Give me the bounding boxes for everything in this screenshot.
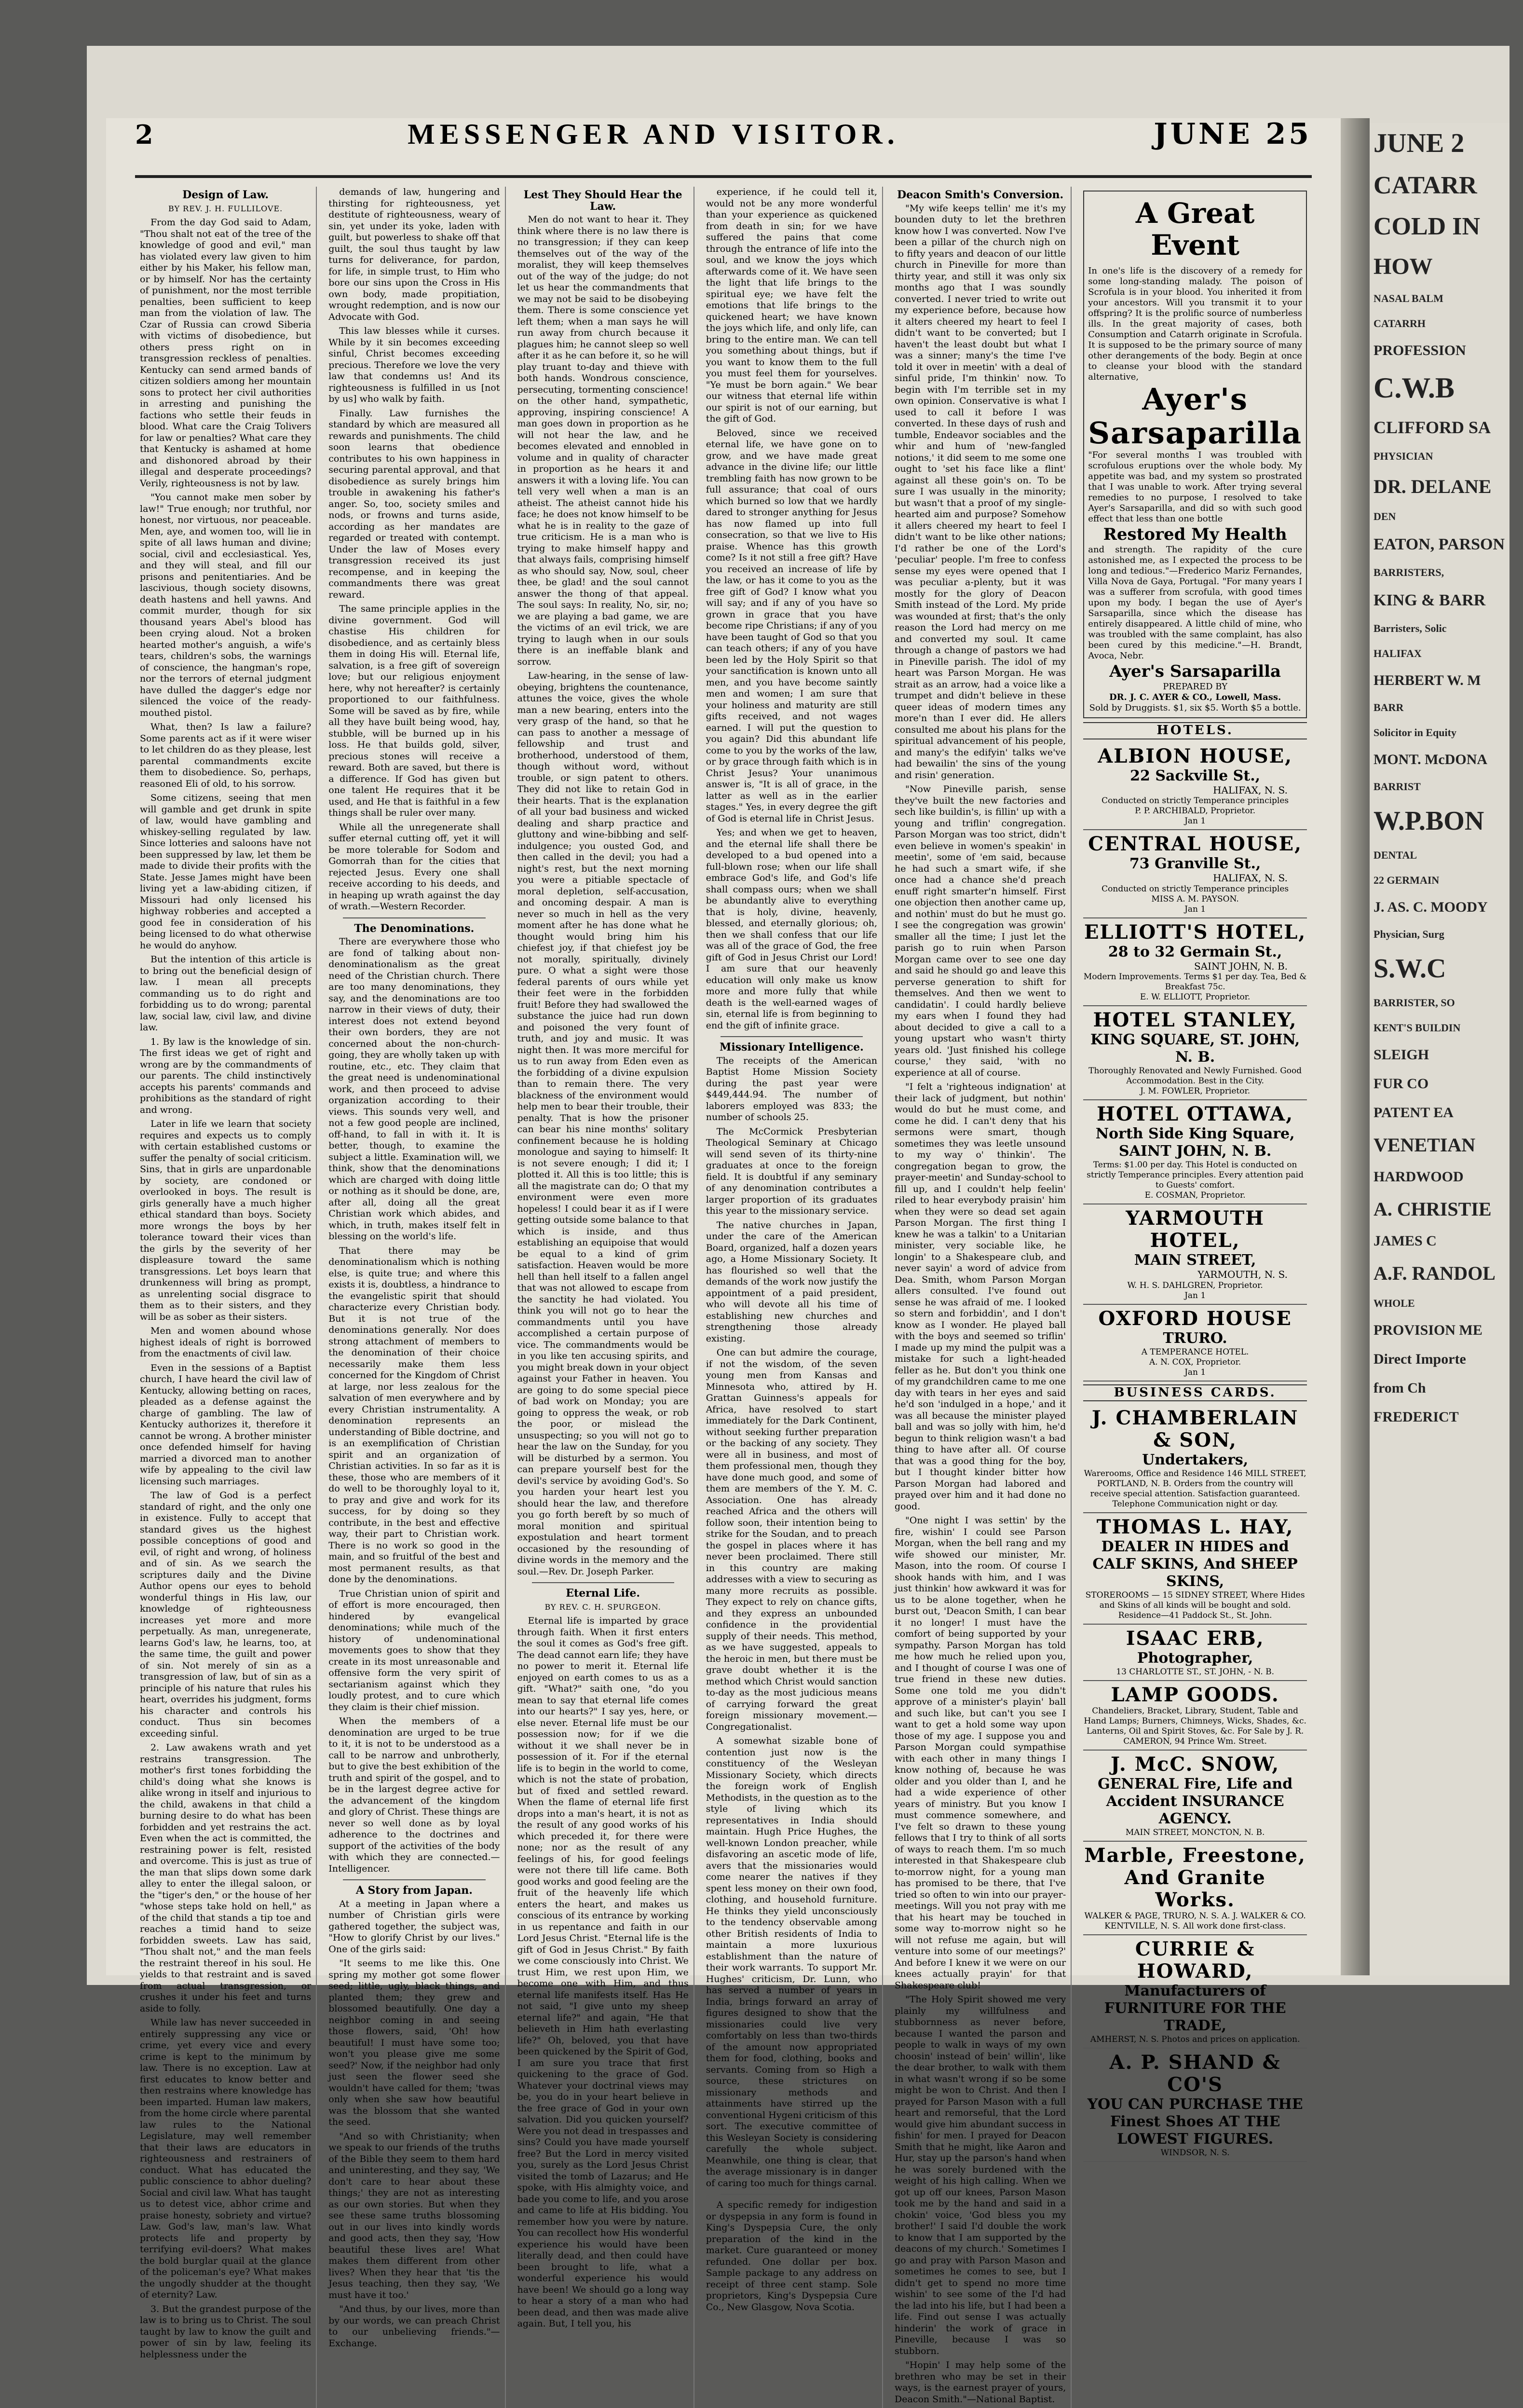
article-body: [895, 203, 1066, 2406]
hotel-date-code: Jan 1: [1184, 816, 1206, 826]
adjacent-page-text: DEN: [1373, 510, 1396, 522]
column-2: [324, 187, 505, 2408]
hotel-town: HALIFAX, N. S.: [1213, 784, 1288, 796]
adjacent-page-text: FUR CO: [1373, 1076, 1429, 1092]
business-name: Marble, Freestone, And Granite Works.: [1084, 1844, 1306, 1911]
hotel-street: KING SQUARE, ST. JOHN, N. B.: [1090, 1031, 1300, 1066]
adjacent-page-text: Physician, Surg: [1373, 928, 1444, 940]
hotel-proprietor: E. COSMAN, Proprietor.: [1144, 1190, 1246, 1200]
column-4: [701, 187, 883, 2408]
paragraph: While law has never succeeded in entirely suppressing any vice or crime, yet every vice and every crime is kept to the minimum by law. There is no exception. Law at first educates to know better and then restrains where knowledge has been imparted. Human law makers, from the home circle where parental law rules to the National Legislature, may well remember that their laws are educators in righteousness and restrainers of conduct. What has educated the public conscience to abhor dueling? Social and civil law. What has taught us to detest vice, abhor crime and praise honesty, sobriety and virtue? Law. God's law, man's law. What protects life and property by terrifying evil-doers? What makes the bold burglar quail at the glance of the policeman's eye? What makes the ungodly shudder at the thought of eternity? Law.: [140, 2017, 312, 2300]
paragraph: Even in the sessions of a Baptist church, I have heard the civil law of Kentucky, allowing betting on races, pleaded as a defense against the charge of gambling. The law of Kentucky authorizes it, therefore it cannot be wrong. A brother minister once defended himself for having married a divorced man to another wife by appealing to the civil law licensing such marriages.: [140, 1362, 312, 1487]
paragraph: Some citizens, seeing that men will gamble and get drunk in spite of law, would have gambling and whiskey-selling regulated by law. Since lotteries and saloons have not been suppressed by law, let them be made to divide their profits with the State. Jesse James might have been living yet a law-abiding citizen, if Missouri had only licensed his highway robberies and accepted a good fee in consideration of his being licensed to do what otherwise he would do anyhow.: [140, 793, 312, 951]
paragraph: "My wife keeps tellin' me it's my bounden duty to let the brethren know how I was converted. Now I've been a pillar of the church nigh on to fifty years and deacon of our little church in Pineville for more than thirty year, and still it was only six months ago that I was soundly converted. I never tried to write out my experience before, because how it alters cheered my heart to feel I didn't want to be converted; but I haven't the least doubt but what I was a sinner; many's the time I've told it over in meetin' with a deal of sinful pride, I'm thinkin' now. To begin with I'm terrible set in my own opinion. Conservative is what I used to call it before I was converted. In these days of rush and tumble, Endeavor sociables and the whir and hum of 'new-fangled notions,' it did seem to me some one ought to 'set his face like a flint' against all these goin's on. To be sure I was usually in the minority; but wasn't that a proof of my single-hearted aim and purpose? Somehow it allers cheered my heart to feel I didn't want to be like other nations; I'd rather be one of the Lord's 'peculiar' people. I'm free to confess sense my eyes were opened that I was peculiar a-plenty, but it was mostly for the glory of Deacon Smith instead of the Lord. My pride was wounded at first; that's the only reason the Lord had mercy on me and converted my soul. It came through a change of pastors we had in Pineville parish. The idol of my heart was Parson Morgan. He was strait as an arrow, had a voice like a trumpet and didn't believe in these queer ideas of modern times any more'n than I ever did. He allers consulted me about his plans for the spiritual advancement of his people, and many's the edifyin' talks we've had bewailin' the sins of the young and risin' generation.: [895, 203, 1066, 780]
hotel-listings: [1083, 742, 1307, 1382]
paragraph: That there may be denominationalism which is nothing else, is quite true; and where this exists it is, doubtless, a hindrance to the evangelistic spirit that should characterize every Christian body. But it is not true of the denominations generally. Nor does strong attachment of members to the denomination of their choice necessarily make them less concerned for the Kingdom of Christ at large, nor less zealous for the salvation of men everywhere and by every Christian instrumentality. A denomination represents an understanding of Bible doctrine, and is an exemplification of Christian spirit and an organization of Christian activities. In so far as it is these, those who are members of it do well to be thoroughly loyal to it, to pray and give and work for its success, for by doing so they contribute, in the best and effective way, their part to Christian work. There is no work so good in the main, and so fruitful of the best and most permanent results, as that done by the denominations.: [328, 1245, 500, 1585]
adjacent-page-text: PHYSICIAN: [1373, 450, 1433, 462]
hotel-street: TRURO.: [1163, 1329, 1227, 1347]
paragraph: There are everywhere those who are fond of talking about non-denominationalism as the great need of the Christian church. There are too many denominations, they say, and the denominations are too narrow in their views of duty, their interest does not extend beyond their own borders, they are not concerned about the non-church-going, they are wholly taken up with routine, etc., etc. They claim that the great need is undenominational work, and then proceed to advise organization according to their views. This sounds very well, and not a few good people are inclined, off-hand, to fall in with it. It is better, though, to examine the subject a little. Examination will, we think, show that the denominations which are charged with doing little or nothing as it should be done, are, after all, doing all the great Christian work which abides, and which, in truth, makes itself felt in blessing on the world's life.: [328, 936, 500, 1242]
hotel-note: Thoroughly Renovated and Newly Furnished. Good Accommodation. Best in the City.: [1088, 1066, 1302, 1086]
business-card: [1083, 1625, 1307, 1681]
adjacent-page-text: CATARRH: [1373, 317, 1426, 329]
paragraph: The native churches in Japan, under the care of the American Board, organized, half a dozen years ago, a Home Missionary Society. It has flourished so well that the demands of the work now justify the appointment of a paid president, who will devote all his time of establishing new churches and strengthening those already existing.: [706, 1219, 878, 1344]
business-card: [1083, 1935, 1307, 2049]
paragraph: 3. But the grandest purpose of the law is to bring us to Christ. The soul taught by law to know the guilt and power of sin by law, feeling its helplessness under the: [140, 2303, 312, 2360]
article-body: [140, 217, 311, 2360]
hotel-town: HALIFAX, N. S.: [1213, 872, 1288, 884]
business-details: 13 CHARLOTTE ST., ST. JOHN, - N. B.: [1116, 1667, 1275, 1677]
adjacent-page-text: S.W.C: [1373, 954, 1446, 984]
divider: [343, 917, 485, 918]
business-name: J. CHAMBERLAIN & SON,: [1091, 1407, 1299, 1451]
adjacent-page-text: JUNE 2: [1373, 128, 1465, 158]
business-details: WINDSOR, N. S.: [1160, 2148, 1230, 2158]
adjacent-page-text: WHOLE: [1373, 1297, 1415, 1309]
article-title-design-of-law: Design of Law.: [182, 189, 269, 201]
ad-product-name: Ayer's Sarsaparilla: [1088, 382, 1302, 451]
issue-date: JUNE 25: [1154, 117, 1312, 151]
business-subtitle: YOU CAN PURCHASE THE Finest Shoes AT THE LOWEST FIGURES.: [1087, 2096, 1303, 2148]
business-name: CURRIE & HOWARD,: [1135, 1938, 1255, 1983]
adjacent-page-text: J. AS. C. MOODY: [1373, 899, 1488, 915]
article-body: [328, 1899, 500, 2350]
paragraph: When the members of a denomination are urged to be true to it, it is not to be understood as a call to be narrow and unbrotherly, but to give the best exhibition of the truth and spirit of the gospel, and to be in the largest degree active for the advancement of the kingdom and glory of Christ. These things are never so well done as by loyal adherence to the doctrines and support of the activities of the body with which they are connected.—Intelligencer.: [328, 1716, 500, 1874]
article-title-story-from-japan: A Story from Japan.: [355, 1884, 473, 1897]
business-subtitle: Manufacturers of FURNITURE FOR THE TRADE,: [1104, 1983, 1286, 2034]
adjacent-page-text: KING & BARR: [1373, 591, 1486, 609]
paragraph: What, then? Is law a failure? Some parents act as if it were wiser to let children do as they please, lest parental commandments excite them to disobedience. So, perhaps, reasoned Eli of old, to his sorrow.: [140, 722, 312, 789]
adjacent-page-text: DR. DELANE: [1373, 476, 1492, 497]
adjacent-page-text: KENT'S BUILDIN: [1373, 1022, 1461, 1034]
business-details: MAIN STREET, MONCTON, N. B.: [1125, 1828, 1265, 1837]
divider: [532, 1582, 674, 1583]
hotel-date-code: Jan 1: [1184, 1367, 1206, 1377]
hotel-street: 73 Granville St.,: [1129, 855, 1261, 872]
ad-prepared: PREPARED BY: [1163, 682, 1228, 692]
business-details: STOREROOMS — 15 SIDNEY STREET, Where Hides and Skins of all kinds will be bought and sold. Residence—41 Paddock St., St. John.: [1085, 1590, 1305, 1620]
paragraph: demands of law, hungering and thirsting for righteousness, yet destitute of righteousness, weary of sin, yet under its yoke, laden with guilt, but powerless to shake off that guilt, the soul thus taught by law turns for deliverance, for pardon, for life, in simple trust, to Him who bore our sins upon the Cross in His own body, made propitiation, wrought redemption, and is now our Advocate with God.: [328, 187, 500, 322]
adjacent-page-text: Barristers, Solic: [1373, 622, 1447, 634]
adjacent-page-text: HERBERT W. M: [1373, 672, 1481, 688]
business-subtitle: Photographer,: [1137, 1650, 1253, 1667]
divider: [343, 1879, 485, 1880]
hotel-street: MAIN STREET,: [1134, 1252, 1256, 1269]
adjacent-page-text: BARR: [1373, 701, 1404, 713]
paragraph: The law of God is a perfect standard of right, and the only one in existence. Fully to accept that standard gives us the highest possible conceptions of good and evil, of right and wrong, of holiness and of sin. As we search the scriptures daily and the Divine Author opens our eyes to behold wonderful things in His law, our knowledge of righteousness increases yet more and more perpetually. As man, unregenerate, learns God's law, he learns, too, at the same time, the guilt and power of sin. Not merely of sin as a transgression of law, but of sin as a principle of his nature that rules his heart, overrides his judgment, forms his character and controls his conduct. Thus sin becomes exceeding sinful.: [140, 1490, 312, 1739]
paragraph: experience, if he could tell it, would not be any more wonderful than your experience as quickened from death in sin; for we have suffered the pains that come through the entrance of life into the soul, and we know the joys which afterwards come of it. We have seen the light that life brings to the spiritual eye; we have felt the emotions that life brings to the quickened heart; we have known the joys which life, and only life, can bring to the entire man. We can tell you something about things, but if you want to know them to the full you must feel them for yourselves. "Ye must be born again." We bear our witness that eternal life within our spirit is not of our earning, but the gift of God.: [706, 187, 878, 424]
header-rule: [135, 175, 1312, 178]
paragraph: Eternal life is imparted by grace through faith. When it first enters the soul it comes as God's free gift. The dead cannot earn life; they have no power to merit it. Eternal life enjoyed on earth comes to us as a gift. "What?" saith one, "do you mean to say that eternal life comes into our hearts?" I say yes, here, or else never. Eternal life must be our possession now; for if we die without it we shall never be in possession of it. For if the eternal life is to begin in the world to come, which is not the state of probation, but of fixed and settled reward. When the flame of eternal life first drops into a man's heart, it is not as the result of any good works of his which preceded it, for there were none; nor as the result of any feelings of his, for good feelings were not there till life came. Both good works and good feeling are the fruit of the heavenly life which enters the heart, and makes us conscious of its entrance by working in us repentance and faith in our Lord Jesus Christ. "Eternal life is the gift of God in Jesus Christ." By faith we come consciously into Christ. We trust Him, we rest upon Him, we become one with Him, and thus eternal life manifests itself. Has He not said, "I give unto my sheep eternal life?" and again, "He that believeth in Him hath everlasting life?" Oh, beloved, you that have been quickened by the Spirit of God, I am sure you trace that first quickening to the grace of God. Whatever your doctrinal views may be, you do in your heart believe in the free grace of God in your own salvation. Did you quicken yourself? Were you not dead in trespasses and sins? Could you have made yourself free? But the Lord in mercy visited you, surely as the Lord Jesus Christ visited the tomb of Lazarus; and He spoke, with His almighty voice, and bade you come to life, and you arose and came to life at His bidding. You remember how you were by nature. You can recollect how His wonderful experience his would have been literally dead, and then could have been brought to life, what a wonderful experience his would have been! We should go a long way to hear a story of a man who had been dead, and then was made alive again. But, I tell you, his: [517, 1615, 689, 2329]
paragraph: "You cannot make men sober by law!" True enough; nor truthful, nor honest, nor virtuous, nor peaceable. Men, aye, and women too, will lie in spite of all laws human and divine; social, civil and ecclesiastical. Yes, and they will steal, and fill our prisons and penitentiaries. And be lascivious, though society disowns, death hastens and hell yawns. And commit murder, though for six thousand years Abel's blood has been crying aloud. Not a broken hearted mother's anguish, a wife's tears, children's sobs, the warnings of conscience, the hangman's rope, nor the terrors of eternal judgment have dulled the dagger's edge nor silenced the voice of the ready-mouthed pistol.: [140, 492, 312, 718]
divider: [721, 2194, 863, 2195]
paragraph: Yes; and when we get to heaven, and the eternal life shall there be developed to a bud opened into a full-blown rose; when our life shall embrace God's life, and God's life shall compass ours; when we shall be abundantly alive to everything that is holy, divine, heavenly, blessed, and eternally glorious; oh, then we shall confess that our life was all of the grace of God, the free gift of God in Jesus Christ our Lord! I am sure that our heavenly education will only make us know more and more fully that while death is the well-earned wages of sin, eternal life is from beginning to end the gift of infinite grace.: [706, 827, 878, 1031]
adjacent-page-text: PATENT EA: [1373, 1105, 1454, 1121]
business-name: LAMP GOODS.: [1111, 1683, 1279, 1706]
adjacent-page-text: FREDERICT: [1373, 1409, 1459, 1425]
adjacent-page-text: CLIFFORD SA: [1373, 418, 1491, 437]
hotel-listing: [1083, 1100, 1307, 1204]
paragraph: Beloved, since we received eternal life, we have gone on to grow, and we have made great advance in the divine life; our little trembling faith has now grown to be full assurance; that coal of ours which burned so low that we hardly dared to stronger anything for Jesus has now flamed up into full consecration, so that we live to His praise. Whence has this growth come? Is it not still a free gift? Have you received an increase of life by the law, or has it come to you as the free gift of God? I know what you will say; and if any of you have so grown in grace that you have become ripe Christians; if any of you have been taught of God so that you can teach others; if any of you have been led by the Holy Spirit so that your sanctification is known unto all men, and you have become saintly men and women; I am sure that your holiness and maturity are still gifts received, and not wages earned. I will put the question to you again? Did this abundant life come to you by the works of the law, or by grace through faith which is in Christ Jesus? Your unanimous answer is, "It is all of grace, in the latter as well as in the earlier stages." Yes, in every degree the gift of God is eternal life in Christ Jesus.: [706, 427, 878, 824]
hotel-name: ALBION HOUSE,: [1098, 744, 1293, 767]
adjacent-page-text: HALIFAX: [1373, 647, 1422, 659]
paragraph: "Now Pineville parish, sense they've built the new factories and sech like buildin's, is fillin' up with a young and triflin' congregation. Parson Morgan was too strict, didn't even believe in women's speakin' in meetin', some of 'em said, because he had such a smart wife, if she once had a chance she'd preach enuff right smarter'n himself. First one objection then another came up, and nothin' must do but he must go. I see the congregation was growin' smaller all the time; I just let the parish go to ruin when Parson Morgan came over to see one day and said he should go and leave this perverse generation to shift for themselves. And then we went to candidatin'. I could hardly believe my ears when I found they had about decided to give a call to a young upstart who wasn't thirty years old. 'Just finished his college course,' they said, 'with no experience at all of course.: [895, 784, 1066, 1078]
ad-headline: A Great Event: [1135, 197, 1255, 261]
paragraph: While all the unregenerate shall suffer eternal cutting off, yet it will be more tolerable for Sodom and Gomorrah than for the cities that rejected Jesus. Every one shall receive according to his deeds, and in heaping up wrath against the day of wrath.—Western Recorder.: [328, 821, 500, 912]
article-body-continued: [328, 187, 500, 913]
paragraph: At a meeting in Japan where a number of Christian girls were gathered together, the subject was, "How to glorify Christ by our lives." One of the girls said:: [328, 1898, 500, 1955]
adjacent-page-text: MONT. McDONA: [1373, 752, 1488, 767]
adjacent-page-text: C.W.B: [1373, 372, 1455, 404]
article-title-deacon-smith: Deacon Smith's Conversion.: [897, 189, 1064, 201]
hotel-proprietor: W. H. S. DAHLGREN, Proprietor.: [1127, 1280, 1263, 1290]
business-name: J. McC. SNOW,: [1111, 1753, 1280, 1776]
business-card: [1083, 1842, 1307, 1935]
article-title-eternal-life: Eternal Life.: [566, 1587, 640, 1600]
section-hotels: HOTELS.: [1083, 722, 1307, 739]
adjacent-page-text: SLEIGH: [1373, 1047, 1429, 1063]
byline: BY REV. C. H. SPURGEON.: [544, 1602, 661, 1612]
adjacent-page-text: DENTAL: [1373, 849, 1417, 861]
paragraph: The receipts of the American Baptist Home Mission Society during the past year were $449,444.94. The number of laborers employed was 833; the number of schools 25.: [706, 1055, 878, 1122]
page-header: [135, 117, 1312, 170]
page-number: 2: [135, 119, 153, 150]
business-card: [1083, 1681, 1307, 1751]
article-body: [328, 936, 500, 1874]
hotel-proprietor: A. N. COX, Proprietor.: [1149, 1357, 1241, 1367]
article-body: [517, 1615, 689, 2330]
hotel-note: Conducted on strictly Temperance principles: [1101, 884, 1289, 894]
dyspepsia-notice: A specific remedy for indigestion or dyspepsia in any form is found in King's Dyspepsia Cure, the only preparation of the kind in the market. Cure guaranteed or money refunded. One dollar per box. Sample package to any address on receipt of three cent stamp. Sole proprietors, King's Dyspepsia Cure Co., New Glasgow, Nova Scotia.: [706, 2200, 878, 2312]
business-subtitle: Undertakers,: [1142, 1451, 1249, 1468]
section-business-cards: BUSINESS CARDS.: [1083, 1384, 1307, 1402]
business-name: ISAAC ERB,: [1126, 1627, 1265, 1650]
adjacent-page-text: from Ch: [1373, 1380, 1426, 1396]
binding-gutter: [1341, 118, 1370, 1975]
business-details: WALKER & PAGE, TRURO, N. S. A. J. WALKER & CO. KENTVILLE, N. S. All work done first-class.: [1084, 1911, 1306, 1931]
business-card: [1083, 1751, 1307, 1842]
business-subtitle: GENERAL Fire, Life and Accident INSURANCE AGENCY.: [1098, 1776, 1293, 1827]
business-card-listings: [1083, 1404, 1307, 2162]
hotel-listing: [1083, 742, 1307, 831]
hotel-listing: [1083, 1204, 1307, 1305]
paragraph: This law blesses while it curses. While by it sin becomes exceeding sinful, Christ becomes exceeding precious. Therefore we love the very law that condemns us! And its righteousness is fulfilled in us [not by us] who walk by faith.: [328, 326, 500, 404]
adjacent-page-text: BARRISTER, SO: [1373, 997, 1455, 1009]
article-title-denominations: The Denominations.: [354, 922, 475, 935]
hotel-street: 22 Sackville St.,: [1130, 767, 1261, 784]
paragraph: One can but admire the courage, if not the wisdom, of the seven young men from Kansas and Minnesota who, attired by H. Grattan Guinness's appeals for Africa, have resolved to start immediately for the Dark Continent, without seeking further preparation or the backing of any society. They were all in business, and most of them professional men, though they have done much good, and some of them are members of the Y. M. C. Association. One has already reached Africa and the others will follow soon, their intention being to strike for the Soudan, and to preach the gospel in places where it has never been proclaimed. There still in this country are making addresses with a view to securing as many more recruits as possible. They expect to rely on chance gifts, and they express an unbounded confidence in the providential supply of their needs. This method, as we have suggested, appeals to the heroic in men, but there must be grave doubt whether it is the method which Christ would sanction to-day as the most judicious means of carrying forward the great foreign missionary movement.—Congregationalist.: [706, 1347, 878, 1732]
paragraph: "It seems to me like this. One spring my mother got some flower seed; little, ugly, black things, and planted them; they grew and blossomed beautifully. One day a neighbor coming in and seeing those flowers, said, 'Oh! how beautiful! I must have some too; won't you please give me some seed?' Now, if the neighbor had only just seen the flower seed she wouldn't have called for them; 'twas only when she saw how beautiful was the blossom that she wanted the seed.: [328, 1958, 500, 2127]
adjacent-page-text: PROFESSION: [1373, 342, 1466, 358]
hotel-street: 28 to 32 Germain St.,: [1108, 943, 1282, 960]
hotel-name: HOTEL STANLEY,: [1093, 1009, 1297, 1031]
hotel-date-code: Jan 1: [1184, 904, 1206, 914]
hotel-listing: [1083, 1006, 1307, 1100]
hotel-proprietor: P. P. ARCHIBALD, Proprietor.: [1135, 806, 1256, 816]
article-body: [517, 214, 689, 1577]
business-details: AMHERST, N. S. Photos and prices on application.: [1090, 2035, 1300, 2044]
hotel-name: YARMOUTH HOTEL,: [1126, 1207, 1265, 1252]
ad-text: "For several months I was troubled with scrofulous eruptions over the whole body. My appetite was bad, and my system so prostrated that I was unable to work. After trying several remedies to no purpose, I resolved to take Ayer's Sarsaparilla, and did so with such good effect that less than one bottle: [1088, 450, 1302, 524]
article-title-lest-they-hear: Lest They Should Hear the Law.: [523, 189, 682, 213]
hotel-proprietor: E. W. ELLIOTT, Proprietor.: [1140, 992, 1251, 1002]
paragraph: From the day God said to Adam, "Thou shalt not eat of the tree of the knowledge of good and evil," man has violated every law given to him either by his Maker, his fellow man, or by himself. Nor has the certainty of punishment, nor the most terrible penalties, been sufficient to keep man from the violation of law. The Czar of Russia can crowd Siberia with victims of disobedience, but others press right on in transgression reckless of penalties. Kentucky can send armed bands of citizen soldiers among her mountain sons to protect her civil authorities in arresting and punishing the factions who settle their feuds in blood. What care the Craig Tolivers for law or penalties? What care they that Kentucky is ashamed at home and dishonored abroad by their illegal and desperate proceedings? Verily, righteousness is not by law.: [140, 217, 312, 489]
ad-great-event: [1083, 191, 1307, 718]
paragraph: True Christian union of spirit and of effort is more encouraged, then hindered by evangelical denominations; while much of the history of undenominational movements goes to show that they create in its most unreasonable and offensive form the very spirit of sectarianism against which they loudly protest, and to cure which they claim is their chief mission.: [328, 1588, 500, 1712]
divider: [721, 1036, 863, 1037]
hotel-listing: [1083, 918, 1307, 1007]
paragraph: "The Holy Spirit showed me very plainly my willfulness and stubbornness as never before, because I wanted the parson and people to walk in ways of my own choosin' instead of bein' willin', like the dear brother, to walk with them in what wasn't wrong if so be some might be won to Christ. And then I prayed for Parson Mason with a full heart and remorseful, that the Lord would give him abundant success in fishin' for men. I prayed for Deacon Smith that he might, like Aaron and Hur, stay up the parson's hand when he was sorely burdened with the weight of his high calling. When we got up off our knees, Parson Mason took me by the hand and said in a chokin' voice, 'God bless you my brother!' I said I'd double the work to know that I am supported by the deacons of my church.' Sometimes I go and pray with Parson Mason and sometimes he comes to see, but I didn't get to spend no more time wishin' to see some of the I'd had the lad into his life, but I had been a life. Find out sense I was actually hinderin' the work of grace in Pineville, because I was so stubborn.: [895, 1994, 1066, 2356]
adjacent-page-text: VENETIAN: [1373, 1134, 1476, 1156]
hotel-town: YARMOUTH, N. S.: [1197, 1269, 1288, 1280]
byline: BY REV. J. H. FULLILOVE.: [168, 204, 283, 213]
hotel-listing: [1083, 1305, 1307, 1382]
adjacent-page-text: HARDWOOD: [1373, 1169, 1464, 1185]
paragraph: The same principle applies in the divine government. God will chastise His children for disobedience, and as certainly bless them in doing His will. Eternal life, salvation, is a free gift of sovereign love; but our religious enjoyment here, why not hereafter? is certainly proportioned to our faithfulness. Some will be saved as by fire, while all they have built being wood, hay, stubble, will be burned up in his loss. He that builds gold, silver, precious stones will receive a reward. Both are saved, but there is a difference. If God has given but one talent He requires that it be used, and He that is faithful in a few things shall be ruler over many.: [328, 603, 500, 818]
adjacent-page-text: JAMES C: [1373, 1233, 1437, 1249]
column-3: [513, 187, 694, 2408]
adjacent-page-text: A. CHRISTIE: [1373, 1198, 1492, 1220]
adjacent-page-text: BARRISTERS,: [1373, 566, 1444, 578]
paragraph: "And thus, by our lives, more than by our words, we can preach Christ to our unbelieving friends."—Exchange.: [328, 2304, 500, 2349]
business-card: [1083, 1513, 1307, 1625]
adjacent-page-text: Direct Importe: [1373, 1351, 1466, 1367]
paragraph: But the intention of this article is to bring out the beneficial design of law. I mean all precepts commanding us to do right and forbidding us to do wrong; parental law, social law, civil law, and divine law.: [140, 954, 312, 1033]
adjacent-page-text: 22 GERMAIN: [1373, 874, 1440, 886]
hotel-name: HOTEL OTTAWA,: [1097, 1103, 1294, 1125]
article-title-missionary-intelligence: Missionary Intelligence.: [720, 1041, 864, 1054]
ad-product-name: Ayer's Sarsaparilla: [1109, 662, 1281, 681]
paragraph: Later in life we learn that society requires and expects us to comply with certain established customs or suffer the penalty of social criticism. Sins, that in girls are unpardonable by society, are condoned or overlooked in boys. The result is girls generally have a much higher ethical standard than boys. Society more wrongs the boys by her tolerance toward their vices than the girls by the severity of her displeasure toward the same transgressions. Let boys learn that drunkenness will bring as prompt, as unrelenting social disgrace to them as to their sisters, and they will be as sober as their sisters.: [140, 1119, 312, 1322]
hotel-name: CENTRAL HOUSE,: [1088, 833, 1303, 855]
business-name: A. P. SHAND & CO'S: [1109, 2051, 1281, 2096]
paragraph: "Hopin' I may help some of the brethren who may be set in their ways, is the earnest prayer of yours, Deacon Smith."—National Baptist.: [895, 2360, 1066, 2405]
ad-price: Sold by Druggists. $1, six $5. Worth $5 a bottle.: [1089, 703, 1301, 713]
article-body: [706, 1055, 877, 2189]
business-card: [1083, 1404, 1307, 1513]
business-details: Warerooms, Office and Residence 146 MILL STREET, PORTLAND, N. B. Orders from the country will receive special attention. Satisfaction guaranteed. Telephone Communication night or day.: [1084, 1469, 1306, 1509]
adjacent-page-text: HOW: [1373, 254, 1433, 279]
hotel-note: Modern Improvements. Terms $1 per day. Tea, Bed & Breakfast 75c.: [1083, 972, 1307, 992]
adjacent-page-text: CATARR: [1373, 172, 1477, 199]
paragraph: Men do not want to hear it. They think where there is no law there is no transgression; if they can keep themselves out of the way of the moralist, they will keep themselves out of the way of the judge; do not let us hear the commandments that we may not be said to be disobeying them. There is some conscience yet left them; when a man says he will run away from church because it plagues him; he cannot sleep so well after it as he can before it, so he will play truant to-day and thieve with both hands. Wondrous conscience, persecuting, tormenting conscience! on the other hand, sympathetic, approving, inspiring conscience! A man goes down in proportion as he will not hear the law, and he becomes elevated and ennobled in volume and in quality of character in proportion as he hears it and answers it with a loving life. You can tell very well when a man is an atheist. The atheist cannot hide his face; he does not know himself to be what he is in reality to the gaze of true criticism. He is a man who is trying to make himself happy and that always fails, comprising himself as who should say, Now, soul, cheer thee, be glad! and the soul cannot answer the thong of that appeal. The soul says: In reality, No, sir, no; we are playing a bad game, we are the victims of an evil trick, we are trying to laugh when in our souls there is an ineffable blank and sorrow.: [517, 214, 689, 667]
column-5: [890, 187, 1072, 2408]
paragraph: 1. By law is the knowledge of sin. The first ideas we get of right and wrong are by the commandments of our parents. The child instinctively accepts his parents' commands and prohibitions as the standard of right and wrong.: [140, 1036, 312, 1115]
adjacent-page-text: COLD IN: [1373, 213, 1481, 240]
hotel-proprietor: MISS A. M. PAYSON.: [1151, 894, 1239, 904]
hotel-name: OXFORD HOUSE: [1098, 1307, 1292, 1330]
ad-maker: DR. J. C. AYER & CO., Lowell, Mass.: [1109, 692, 1281, 702]
paragraph: 2. Law awakens wrath and yet restrains transgression. The mother's first tones forbidding the child's doing what she knows is alike wrong in itself and injurious to the child, awakens in that child a burning desire to do what has been forbidden and yet restrains the act. Even when the act is committed, the restraining power is felt, resisted and overcome. This is just as true of the man that slips down some dark alley to enter the illegal saloon, or the "tiger's den," or the house of her "whose steps take hold on hell," as of the child that stands a tip toe and reaches a timid hand to seize forbidden sweets. Law has said, "Thou shalt not," and the man feels the restraint thereof in his soul. He yields to that restraint and is saved from actual transgression, or crushes it under his feet and turns aside to folly.: [140, 1742, 312, 2014]
adjacent-page-text: Solicitor in Equity: [1373, 726, 1456, 739]
business-card: [1083, 2049, 1307, 2162]
paragraph: "One night I was settin' by the fire, wishin' I could see Parson Morgan, when the bell rang and my wife showed our minister, Mr. Mason, into the room. Of course I shook hands with him, and I was just thinkin' how awkward it was for us to be alone together, when he burst out, 'Deacon Smith, I can bear it no longer! I must have the comfort of being supported by your sympathy. Parson Morgan has told me how much he relied upon you, and I thought of course I was one of true friend in these new duties. Some one told me you didn't approve of a minister's playin' ball and such like, but can't you see I want to get a hold some way upon those of my age. I suppose you and Parson Morgan could sympathise with each other in many things I know nothing of, because he was older and you older than I, and he had a wide experience of other years of ministry. But you know I must commence somewhere, and I've felt so drawn to these young fellows that I try to think of all sorts of ways to reach them. I'm so much interested in that Shakespeare club to-morrow night, for a young man has promised to be there, that I've tried so often to win into our prayer-meetings. Will you not pray with me that his heart may be touched in some way to-morrow night so he will not refuse me again, but will venture into some of our meetings?' And before I knew it we were on our knees actually prayin' for that Shakespeare club!: [895, 1515, 1066, 1991]
column-6-advertisements: [1078, 187, 1312, 2408]
hotel-listing: [1083, 830, 1307, 918]
hotel-date-code: Jan 1: [1184, 1290, 1206, 1300]
paragraph: "I felt a 'righteous indignation' at their lack of judgment, but nothin' would do but he must come, and come he did. I can't deny that his sermons were smart, though sometimes they was leetle unsound to my way o' thinkin'. The congregation began to grow, the prayer-meetin' and Sunday-school to fill up, and I couldn't help feelin' riled to hear everybody praisin' him when they were so dead set again Parson Morgan. The first thing I knew he was a talkin' to a Unitarian minister, very sociable like, he longin' to a Shakespeare club, and never sayin' a word of advice from Dea. Smith, whom Parson Morgan allers consulted. I've found out sense he was afraid of me. I looked so stern and forbiddin', and I don't know as I wonder. He played ball with the boys and seemed so triflin' I made up my mind the pulpit was a mistake for such a light-headed feller as he. But don't you think one of my grandchildren came to me one day with tears in her eyes and said he'd son 'indulged in a hope,' and it was all because the minister played ball and was so jolly with him, he'd begun to think religion wasn't a bad thing to have after all. Of course that was a good thing for the boy, but I thought kinder bitter how Parson Morgan had labored and prayed over him and it had done no good.: [895, 1081, 1066, 1512]
adjacent-page-text: W.P.BON: [1373, 806, 1484, 836]
paragraph: Men and women abound whose highest ideals of right is borrowed from the enactments of civil law.: [140, 1326, 312, 1359]
masthead: MESSENGER AND VISITOR.: [408, 118, 899, 150]
adjacent-page-text: PROVISION ME: [1373, 1322, 1482, 1338]
ad-text: and strength. The rapidity of the cure astonished me, as I expected the process to be long and tedious."—Frederico Mariz Fernandes, Villa Nova de Gaya, Portugal. "For many years I was a sufferer from scrofula, with good times upon my body. I began the use of Ayer's Sarsaparilla, since which the disease has entirely disappeared. A little child of mine, who was troubled with the same complaint, has also been cured by this medicine."—H. Brandt, Avoca, Nebr.: [1088, 545, 1302, 661]
hotel-proprietor: J. M. FOWLER, Proprietor.: [1140, 1086, 1251, 1096]
paragraph: Law-hearing, in the sense of law-obeying, brightens the countenance, attunes the voice, gives the whole man a new bearing, enters into the very grasp of the hand, so that he can pass to another a message of fellowship and trust and brotherhood, understood of them, though without word, without trouble, or sign patent to others. They did not like to retain God in their hearts. That is the explanation of all your bad business and wicked dealing and sharp practice and gluttony and wine-bibbing and self-indulgence; you ousted God, and then called in the devil; you had a night's rest, but the next morning you were a pitiable spectacle of moral depletion, self-accusation, and oncoming despair. A man is never so much in hell as the very moment after he has done what he thought would bring him his chiefest joy, if that chiefest joy be not morally, spiritually, divinely pure. O what a sight were those federal parents of ours while yet their feet were in the forbidden fruit! Before they had swallowed the substance the juice had run down and poisoned the very fount of truth, and joy and music. It was night then. It was more merciful for us to run away from Eden even as the forbidding of a divine expulsion than to remain there. The very blackness of the environment would help men to bear their trouble, their penalty. That is how the prisoner can bear his nine months' solitary confinement because he is holding monologue and saying to himself: It is not severe enough; I did it; I plotted it. All this is too little; this is all the magistrate can do; O that my environment were even more hopeless! I could bear it as if I were getting outside some balance to that which is inside, and thus establishing an equipoise that would be equal to a kind of grim satisfaction. Heaven would be more hell than hell itself to a fallen angel that was not allowed to escape from the sanctity he had violated. You think you will not go to hear the commandments until you have accomplished a certain purpose of vice. The commandments would be in you like ten accusing spirits, and you might break down in your object against your Father in heaven. You are going to do some special piece of bad work on Monday; you are going to oppress the weak, or rob the poor, or mislead the unsuspecting; so you will not go to hear the law on the Sunday, for you will be disturbed by a sermon. You can prepare yourself best for the devil's service by avoiding God's. So you harden your heart lest you should hear the law, and therefore you go forth bereft by so much of moral monition and spiritual expostulation and heart torment occasioned by the resounding of divine words in the memory and the soul.—Rev. Dr. Joseph Parker.: [517, 670, 689, 1577]
ad-text: In one's life is the discovery of a remedy for some long-standing malady. The poison of Scrofula is in your blood. You inherited it from your ancestors. Will you transmit it to your offspring? It is the prolific source of numberless ills. In the great majority of cases, both Consumption and Catarrh originate in Scrofula. It is supposed to be the primary source of many other derangements of the body. Begin at once to cleanse your blood with the standard alternative,: [1088, 266, 1302, 382]
article-body-continued: [706, 187, 877, 1031]
scanned-sheet: [87, 46, 1509, 2405]
adjacent-page-text: A.F. RANDOL: [1373, 1262, 1496, 1284]
adjacent-page-edge: [1370, 123, 1509, 1975]
business-subtitle: DEALER IN HIDES and CALF SKINS, And SHEEP SKINS,: [1092, 1538, 1298, 1590]
hotel-note: Terms: $1.00 per day. This Hotel is conducted on strictly Temperance principles. Every attention paid to Guests' comfort.: [1087, 1160, 1304, 1190]
business-name: THOMAS L. HAY,: [1096, 1516, 1294, 1538]
hotel-name: ELLIOTT'S HOTEL,: [1084, 920, 1306, 944]
hotel-street: North Side King Square, SAINT JOHN, N. B.: [1095, 1125, 1295, 1160]
adjacent-page-text: EATON, PARSON: [1373, 535, 1505, 553]
ad-subhead: Restored My Health: [1103, 525, 1287, 544]
paragraph: "And so with Christianity; when we speak to our friends of the truths of the Bible they seem to them hard and uninteresting, and they say, 'We don't care to hear about these things;' they are not as interesting as our own stories. But when they see these same truths blossoming out in our lives into kindly words and good acts, then they say, 'How beautiful these lives are! What makes them different from other lives? When they hear that 'tis the Jesus teaching, then they say, 'We must have it too.': [328, 2131, 500, 2300]
paragraph: Finally. Law furnishes the standard by which are measured all rewards and punishments. The child soon learns that obedience contributes to his own happiness in securing parental approval, and that disobedience as surely brings him trouble in awakening his father's anger. So, too, society smiles and nods, or frowns and turns aside, according as her mandates are regarded or treated with contempt. Under the law of Moses every transgression received its just recompense, and in keeping the commandments there was great reward.: [328, 408, 500, 600]
hotel-note: Conducted on strictly Temperance principles: [1101, 796, 1289, 806]
hotel-town: SAINT JOHN, N. B.: [1194, 960, 1288, 972]
paragraph: The McCormick Presbyterian Theological Seminary at Chicago will send seven of its thirty-nine graduates at once to the foreign field. It is doubtful if any seminary of any denomination contributes a larger proportion of its graduates this year to the missionary service.: [706, 1126, 878, 1216]
column-1: [135, 187, 317, 2408]
adjacent-page-text: BARRIST: [1373, 780, 1421, 793]
article-columns: [135, 187, 1312, 2405]
paragraph: A somewhat sizable bone of contention just now is the constituency of the Wesleyan Missionary Society, which directs the foreign work of English Methodists, in the question as to the style of living which its representatives in India should maintain. Hugh Price Hughes, the well-known London preacher, while disfavoring an ascetic mode of life, avers that the missionaries would come nearer the natives if they spent less money on their own food, clothing, and household furniture. He thinks they yield unconsciously to the tendency observable among other British residents of India to maintain a more luxurious establishment than the nature of their work warrants. To support Mr. Hughes' criticism, Dr. Lunn, who has served a number of years in India, brings forward an array of figures designed to show that the missionaries could live very comfortably on less than two-thirds of the amount now appropriated them for food, clothing, books and servants. Coming from so High a source, these strictures on missionary methods and attainments have stirred up the conventional Hygeni criticism of this sort. The executive committee of this Wesleyan Society is considering carefully the whole subject. Meanwhile, one thing is clear, that the average missionary is in danger of caring too much for things carnal.: [706, 1736, 878, 2189]
business-details: Chandeliers, Bracket, Library, Student, Table and Hand Lamps; Burners, Chimneys, Wicks, Shades, &c. Lanterns, Oil and Spirit Stoves, &c. For Sale by J. R. CAMERON, 94 Prince Wm. Street.: [1084, 1706, 1306, 1746]
adjacent-page-text: NASAL BALM: [1373, 292, 1443, 304]
hotel-note: A TEMPERANCE HOTEL.: [1141, 1347, 1249, 1357]
